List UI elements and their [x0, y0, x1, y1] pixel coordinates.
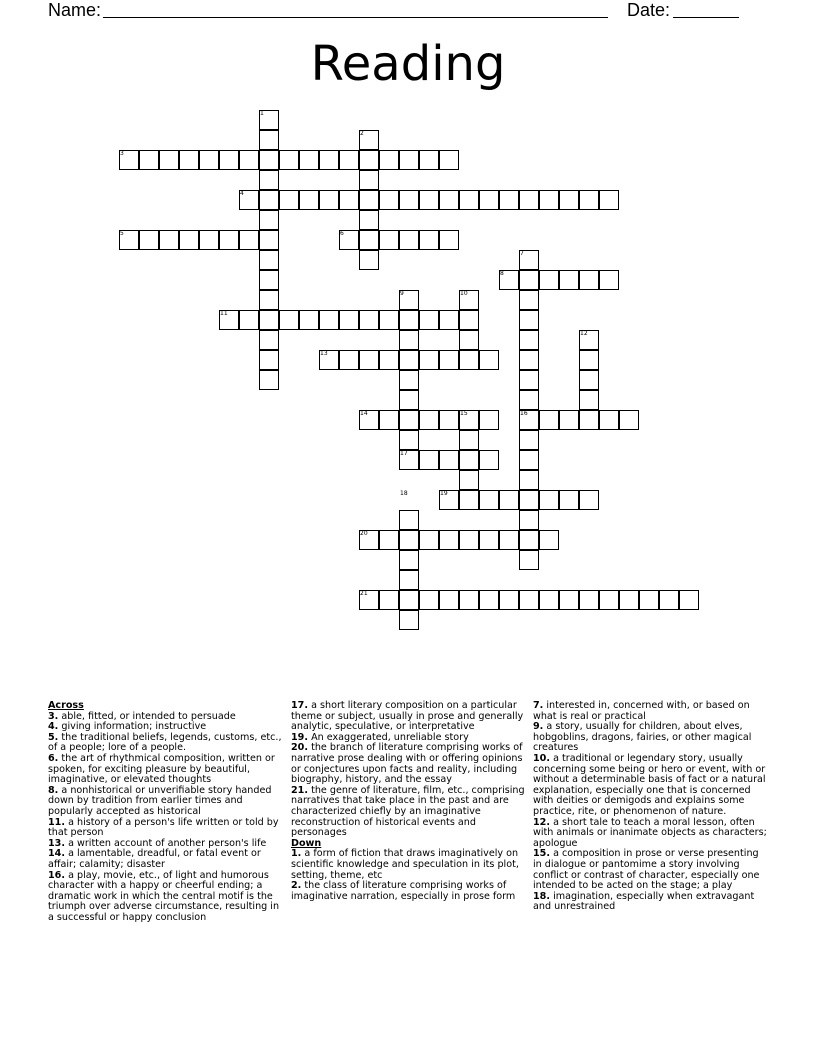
- grid-cell[interactable]: [399, 390, 419, 410]
- grid-cell[interactable]: [539, 270, 559, 290]
- grid-cell[interactable]: [459, 310, 479, 330]
- clue-num: 9.: [533, 721, 544, 733]
- clue-num: 13.: [48, 837, 65, 849]
- clue-num: 11.: [48, 816, 65, 828]
- grid-cell[interactable]: [559, 590, 579, 610]
- grid-cell[interactable]: [499, 530, 519, 550]
- clue-text: a play, movie, etc., of light and humorous character with a happy or cheerful ending; a dramatic work in which the central motif is the triumph over adverse circumstance, resulting in a successful or happy conclusion: [48, 869, 280, 923]
- grid-cell[interactable]: [519, 550, 539, 570]
- clue-item: [48, 786, 284, 818]
- grid-cell[interactable]: [419, 590, 439, 610]
- grid-cell[interactable]: [539, 190, 559, 210]
- clues-column-1: [48, 701, 284, 923]
- grid-cell[interactable]: [539, 490, 559, 510]
- clue-number: 10: [460, 290, 468, 297]
- grid-cell[interactable]: [279, 310, 299, 330]
- grid-cell[interactable]: [399, 590, 419, 610]
- grid-cell[interactable]: [479, 450, 499, 470]
- grid-cell[interactable]: [399, 330, 419, 350]
- clue-text: a written account of another person's life: [68, 837, 267, 849]
- grid-cell[interactable]: [279, 150, 299, 170]
- clue-text: a short tale to teach a moral lesson, often with animals or inanimate objects as characters; apologue: [533, 816, 767, 849]
- grid-cell[interactable]: [299, 190, 319, 210]
- grid-cell[interactable]: [519, 590, 539, 610]
- grid-cell[interactable]: [239, 150, 259, 170]
- grid-cell[interactable]: [599, 590, 619, 610]
- clue-num: 16.: [48, 869, 65, 881]
- clue-text: the branch of literature comprising works of narrative prose dealing with or offering opinions or conjectures upon facts and reality, including biography, history, and the essay: [291, 742, 523, 786]
- grid-cell[interactable]: [339, 150, 359, 170]
- clue-text: giving information; instructive: [61, 721, 207, 733]
- grid-cell[interactable]: [579, 190, 599, 210]
- grid-cell[interactable]: [399, 430, 419, 450]
- clue-num: 15.: [533, 848, 550, 860]
- clue-item: [533, 818, 769, 850]
- grid-cell[interactable]: [359, 350, 379, 370]
- grid-cell[interactable]: [519, 270, 539, 290]
- grid-cell[interactable]: [579, 590, 599, 610]
- grid-cell[interactable]: [219, 150, 239, 170]
- grid-cell[interactable]: [599, 270, 619, 290]
- clue-item: [533, 849, 769, 891]
- grid-cell[interactable]: [499, 190, 519, 210]
- clue-text: the genre of literature, film, etc., comprising narratives that take place in the past and are characterized chiefly by an imaginative reconstruction of historical events and personages: [291, 784, 525, 839]
- grid-cell[interactable]: [519, 470, 539, 490]
- grid-cell[interactable]: [439, 150, 459, 170]
- clue-number: 8: [500, 270, 504, 277]
- grid-cell[interactable]: [359, 170, 379, 190]
- date-label: Date:: [627, 0, 671, 20]
- grid-cell[interactable]: [379, 310, 399, 330]
- clue-num: 18.: [533, 890, 550, 902]
- grid-cell[interactable]: [179, 150, 199, 170]
- grid-cell[interactable]: [659, 590, 679, 610]
- grid-cell[interactable]: [419, 190, 439, 210]
- clue-number: 9: [400, 290, 404, 297]
- grid-cell[interactable]: [239, 230, 259, 250]
- clue-text: a history of a person's life written or told by that person: [48, 816, 279, 839]
- grid-cell[interactable]: [519, 530, 539, 550]
- grid-cell[interactable]: [399, 610, 419, 630]
- grid-cell[interactable]: [379, 150, 399, 170]
- grid-cell[interactable]: [339, 190, 359, 210]
- grid-cell[interactable]: [459, 350, 479, 370]
- clues-column-2: [291, 701, 527, 902]
- grid-cell[interactable]: [599, 190, 619, 210]
- clue-number: 7: [520, 250, 524, 257]
- grid-cell[interactable]: [519, 290, 539, 310]
- clue-number: 18: [400, 490, 408, 497]
- grid-cell[interactable]: [579, 370, 599, 390]
- clue-text: a composition in prose or verse presenting in dialogue or pantomime a story involving conflict or contrast of character, especially one intended to be acted on the stage; a play: [533, 848, 760, 892]
- grid-cell[interactable]: [259, 170, 279, 190]
- clue-item: [48, 754, 284, 786]
- grid-cell[interactable]: [439, 230, 459, 250]
- grid-cell[interactable]: [439, 350, 459, 370]
- grid-cell[interactable]: [519, 430, 539, 450]
- grid-cell[interactable]: [379, 190, 399, 210]
- clue-number: 15: [460, 410, 468, 417]
- grid-cell[interactable]: [519, 310, 539, 330]
- clue-text: able, fitted, or intended to persuade: [61, 710, 236, 722]
- grid-cell[interactable]: [619, 410, 639, 430]
- grid-cell[interactable]: [259, 230, 279, 250]
- clue-item: [291, 701, 527, 733]
- grid-cell[interactable]: [579, 270, 599, 290]
- clue-number: 4: [240, 190, 244, 197]
- grid-cell[interactable]: [579, 350, 599, 370]
- grid-cell[interactable]: [519, 350, 539, 370]
- grid-cell[interactable]: [559, 410, 579, 430]
- grid-cell[interactable]: [679, 590, 699, 610]
- clue-item: [291, 849, 527, 881]
- grid-cell[interactable]: [339, 310, 359, 330]
- grid-cell[interactable]: [439, 190, 459, 210]
- grid-cell[interactable]: [499, 590, 519, 610]
- grid-cell[interactable]: [419, 410, 439, 430]
- grid-cell[interactable]: [579, 490, 599, 510]
- clue-number: 12: [580, 330, 588, 337]
- grid-cell[interactable]: [439, 450, 459, 470]
- grid-cell[interactable]: [479, 410, 499, 430]
- clue-num: 6.: [48, 752, 59, 764]
- clue-item: [48, 849, 284, 870]
- grid-cell[interactable]: [399, 510, 419, 530]
- grid-cell[interactable]: [379, 590, 399, 610]
- clue-number: 13: [320, 350, 328, 357]
- clue-num: 3.: [48, 710, 59, 722]
- clue-num: 2.: [291, 880, 302, 892]
- grid-cell[interactable]: [479, 530, 499, 550]
- grid-cell[interactable]: [459, 530, 479, 550]
- clue-num: 14.: [48, 848, 65, 860]
- clue-number: 1: [260, 110, 264, 117]
- grid-cell[interactable]: [459, 470, 479, 490]
- grid-cell[interactable]: [479, 350, 499, 370]
- clue-text: An exaggerated, unreliable story: [311, 731, 469, 743]
- grid-cell[interactable]: [399, 230, 419, 250]
- grid-cell[interactable]: [359, 250, 379, 270]
- grid-cell[interactable]: [419, 150, 439, 170]
- grid-cell[interactable]: [259, 350, 279, 370]
- clue-text: the art of rhythmical composition, written or spoken, for exciting pleasure by beautiful, imaginative, or elevated thoughts: [48, 752, 275, 786]
- clue-section-heading: Down: [291, 837, 322, 849]
- clue-number: 3: [120, 150, 124, 157]
- grid-cell[interactable]: [139, 230, 159, 250]
- grid-cell[interactable]: [459, 190, 479, 210]
- grid-cell[interactable]: [419, 230, 439, 250]
- clue-text: a story, usually for children, about elves, hobgoblins, dragons, fairies, or other magical creatures: [533, 721, 752, 754]
- grid-cell[interactable]: [259, 310, 279, 330]
- grid-cell[interactable]: [559, 270, 579, 290]
- grid-cell[interactable]: [359, 190, 379, 210]
- grid-cell[interactable]: [239, 310, 259, 330]
- grid-cell[interactable]: [459, 330, 479, 350]
- grid-cell[interactable]: [319, 190, 339, 210]
- grid-cell[interactable]: [459, 430, 479, 450]
- grid-cell[interactable]: [399, 310, 419, 330]
- grid-cell[interactable]: [559, 190, 579, 210]
- grid-cell[interactable]: [159, 230, 179, 250]
- clue-num: 1.: [291, 848, 302, 860]
- clue-text: the traditional beliefs, legends, customs, etc., of a people; lore of a people.: [48, 731, 282, 754]
- clue-section-heading: Across: [48, 700, 84, 711]
- grid-cell[interactable]: [359, 230, 379, 250]
- grid-cell[interactable]: [339, 350, 359, 370]
- clue-text: imagination, especially when extravagant and unrestrained: [533, 890, 755, 913]
- clue-number: 19: [440, 490, 448, 497]
- clue-item: [533, 892, 769, 913]
- grid-cell[interactable]: [259, 270, 279, 290]
- grid-cell[interactable]: [519, 450, 539, 470]
- clue-item: [291, 881, 527, 902]
- grid-cell[interactable]: [439, 410, 459, 430]
- grid-cell[interactable]: [139, 150, 159, 170]
- grid-cell[interactable]: [419, 530, 439, 550]
- clue-num: 8.: [48, 784, 59, 796]
- clue-item: [291, 786, 527, 839]
- grid-cell[interactable]: [159, 150, 179, 170]
- grid-cell[interactable]: [379, 350, 399, 370]
- grid-cell[interactable]: [359, 150, 379, 170]
- clue-number: 2: [360, 130, 364, 137]
- clue-num: 4.: [48, 721, 59, 733]
- grid-cell[interactable]: [539, 590, 559, 610]
- clue-number: 16: [520, 410, 528, 417]
- clue-number: 6: [340, 230, 344, 237]
- clue-item: [48, 871, 284, 924]
- grid-cell[interactable]: [459, 490, 479, 510]
- grid-cell[interactable]: [259, 250, 279, 270]
- grid-cell[interactable]: [259, 330, 279, 350]
- grid-cell[interactable]: [299, 310, 319, 330]
- clue-text: a short literary composition on a particular theme or subject, usually in prose and generally analytic, speculative, or interpretative: [291, 700, 524, 733]
- grid-cell[interactable]: [399, 350, 419, 370]
- grid-cell[interactable]: [259, 210, 279, 230]
- clue-text: interested in, concerned with, or based on what is real or practical: [533, 700, 750, 722]
- grid-cell[interactable]: [399, 410, 419, 430]
- grid-cell[interactable]: [259, 290, 279, 310]
- grid-cell[interactable]: [259, 130, 279, 150]
- clue-item: [48, 733, 284, 754]
- grid-cell[interactable]: [399, 150, 419, 170]
- grid-cell[interactable]: [439, 310, 459, 330]
- grid-cell[interactable]: [519, 370, 539, 390]
- grid-cell[interactable]: [219, 230, 239, 250]
- grid-cell[interactable]: [319, 310, 339, 330]
- grid-cell[interactable]: [419, 450, 439, 470]
- clue-item: [48, 818, 284, 839]
- grid-cell[interactable]: [199, 230, 219, 250]
- grid-cell[interactable]: [579, 390, 599, 410]
- grid-cell[interactable]: [379, 410, 399, 430]
- grid-cell[interactable]: [519, 490, 539, 510]
- grid-cell[interactable]: [359, 310, 379, 330]
- grid-cell[interactable]: [419, 310, 439, 330]
- clue-number: 14: [360, 410, 368, 417]
- grid-cell[interactable]: [399, 530, 419, 550]
- clues-column-3: [533, 701, 769, 913]
- grid-cell[interactable]: [319, 150, 339, 170]
- clue-num: 21.: [291, 784, 308, 796]
- clue-text: the class of literature comprising works of imaginative narration, especially in prose form: [291, 880, 516, 902]
- grid-cell[interactable]: [619, 590, 639, 610]
- grid-cell[interactable]: [439, 590, 459, 610]
- grid-cell[interactable]: [199, 150, 219, 170]
- clue-item: [533, 754, 769, 818]
- grid-cell[interactable]: [599, 410, 619, 430]
- grid-cell[interactable]: [399, 550, 419, 570]
- grid-cell[interactable]: [519, 510, 539, 530]
- grid-cell[interactable]: [639, 590, 659, 610]
- grid-cell[interactable]: [259, 150, 279, 170]
- grid-cell[interactable]: [519, 330, 539, 350]
- grid-cell[interactable]: [259, 190, 279, 210]
- clue-num: 17.: [291, 700, 308, 711]
- grid-cell[interactable]: [479, 190, 499, 210]
- clue-item: [533, 701, 769, 722]
- clue-number: 20: [360, 530, 368, 537]
- grid-cell[interactable]: [439, 530, 459, 550]
- grid-cell[interactable]: [359, 210, 379, 230]
- clue-number: 17: [400, 450, 408, 457]
- grid-cell[interactable]: [379, 230, 399, 250]
- grid-cell[interactable]: [459, 450, 479, 470]
- grid-cell[interactable]: [519, 390, 539, 410]
- page-title: Reading: [310, 36, 506, 92]
- grid-cell[interactable]: [259, 370, 279, 390]
- grid-cell[interactable]: [479, 590, 499, 610]
- name-label: Name:: [48, 0, 102, 20]
- clue-num: 20.: [291, 742, 308, 754]
- clue-number: 21: [360, 590, 368, 597]
- clue-item: [291, 743, 527, 785]
- clue-num: 10.: [533, 752, 550, 764]
- grid-cell[interactable]: [579, 410, 599, 430]
- grid-cell[interactable]: [539, 410, 559, 430]
- clue-num: 7.: [533, 700, 544, 711]
- clue-num: 12.: [533, 816, 550, 828]
- clue-item: [533, 722, 769, 754]
- grid-cell[interactable]: [399, 370, 419, 390]
- clue-num: 19.: [291, 731, 308, 743]
- grid-cell[interactable]: [519, 190, 539, 210]
- clue-text: a traditional or legendary story, usually concerning some being or hero or event, with or without a determinable basis of fact or a natural explanation, especially one that is concerned with deities or demigods and explains some practice, rite, or phenomenon of nature.: [533, 752, 766, 817]
- grid-cell[interactable]: [399, 570, 419, 590]
- grid-cell[interactable]: [539, 530, 559, 550]
- grid-cell[interactable]: [419, 350, 439, 370]
- grid-cell[interactable]: [479, 490, 499, 510]
- clue-text: a form of fiction that draws imaginatively on scientific knowledge and speculation in its plot, setting, theme, etc: [291, 848, 519, 881]
- grid-cell[interactable]: [179, 230, 199, 250]
- grid-cell[interactable]: [499, 490, 519, 510]
- grid-cell[interactable]: [299, 150, 319, 170]
- clue-text: a nonhistorical or unverifiable story handed down by tradition from earlier times and popularly accepted as historical: [48, 784, 272, 817]
- clue-text: a lamentable, dreadful, or fatal event or affair; calamity; disaster: [48, 848, 261, 870]
- grid-cell[interactable]: [279, 190, 299, 210]
- clue-number: 5: [120, 230, 124, 237]
- grid-cell[interactable]: [399, 190, 419, 210]
- grid-cell[interactable]: [459, 590, 479, 610]
- clue-num: 5.: [48, 731, 59, 743]
- clue-number: 11: [220, 310, 228, 317]
- grid-cell[interactable]: [559, 490, 579, 510]
- grid-cell[interactable]: [379, 530, 399, 550]
